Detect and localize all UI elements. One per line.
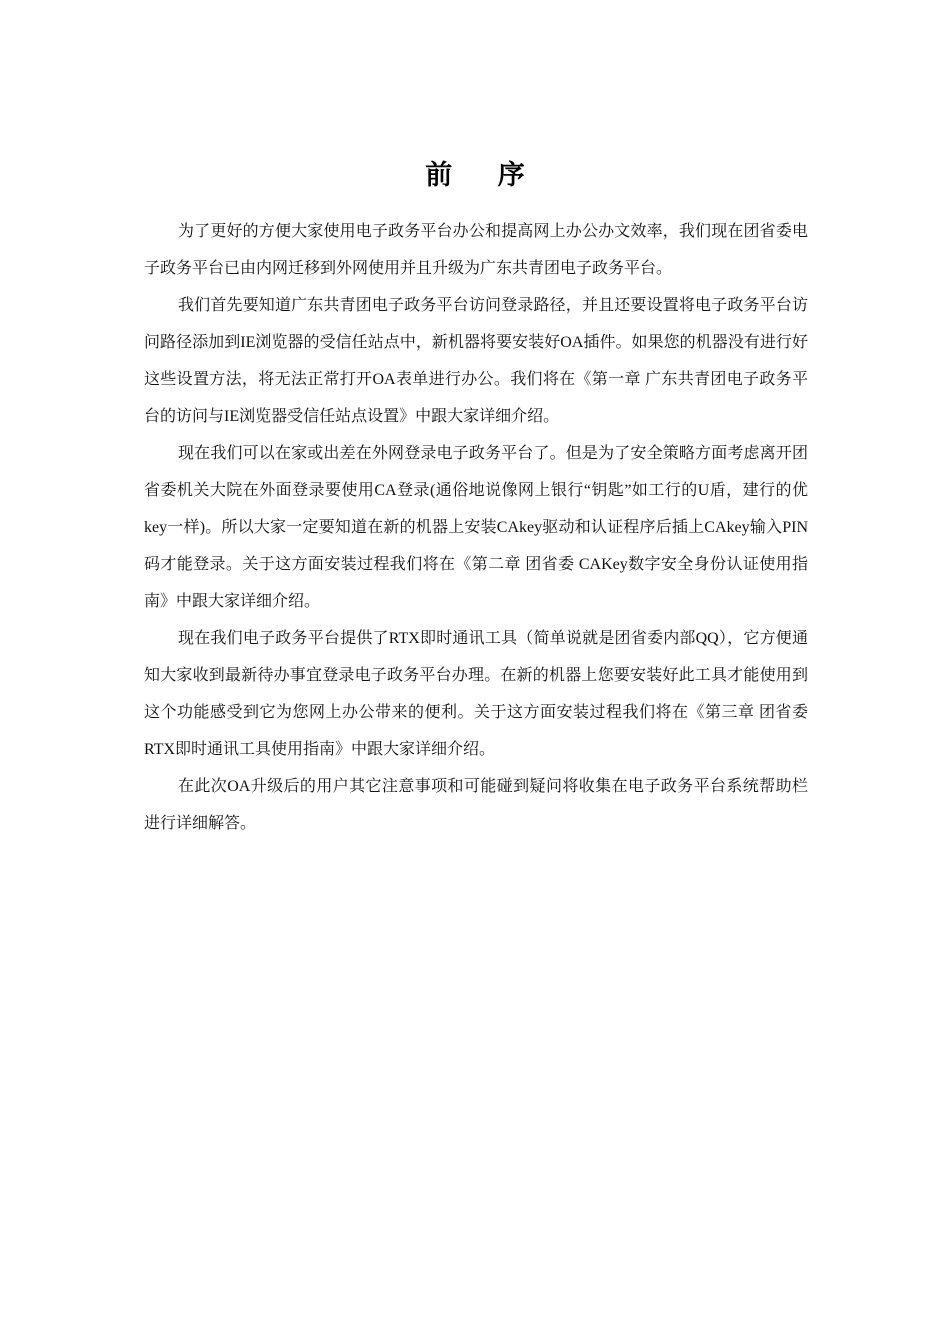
paragraph-1: 为了更好的方便大家使用电子政务平台办公和提高网上办公办文效率，我们现在团省委电子政务平台已由内网迁移到外网使用并且升级为广东共青团电子政务平台。 [144,223,808,277]
page-title: 前 序 [425,160,543,191]
document-body [144,213,808,842]
paragraph-4: 现在我们电子政务平台提供了RTX即时通讯工具（简单说就是团省委内部QQ），它方便通知大家收到最新待办事宜登录电子政务平台办理。在新的机器上您要安装好此工具才能使用到这个功能感受到它为您网上办公带来的便利。关于这方面安装过程我们将在《第三章 团省委RTX即时通讯工具使用指南》中跟大家详细介绍。 [144,630,808,758]
paragraph-5: 在此次OA升级后的用户其它注意事项和可能碰到疑问将收集在电子政务平台系统帮助栏进行详细解答。 [144,778,808,832]
paragraph-3: 现在我们可以在家或出差在外网登录电子政务平台了。但是为了安全策略方面考虑离开团省委机关大院在外面登录要使用CA登录(通俗地说像网上银行“钥匙”如工行的U盾，建行的优key一样)。所以大家一定要知道在新的机器上安装CAkey驱动和认证程序后插上CAkey输入PIN码才能登录。关于这方面安装过程我们将在《第二章 团省委 CAKey数字安全身份认证使用指南》中跟大家详细介绍。 [144,445,808,610]
paragraph-2: 我们首先要知道广东共青团电子政务平台访问登录路径，并且还要设置将电子政务平台访问路径添加到IE浏览器的受信任站点中，新机器将要安装好OA插件。如果您的机器没有进行好这些设置方法，将无法正常打开OA表单进行办公。我们将在《第一章 广东共青团电子政务平台的访问与IE浏览器受信任站点设置》中跟大家详细介绍。 [144,297,808,425]
